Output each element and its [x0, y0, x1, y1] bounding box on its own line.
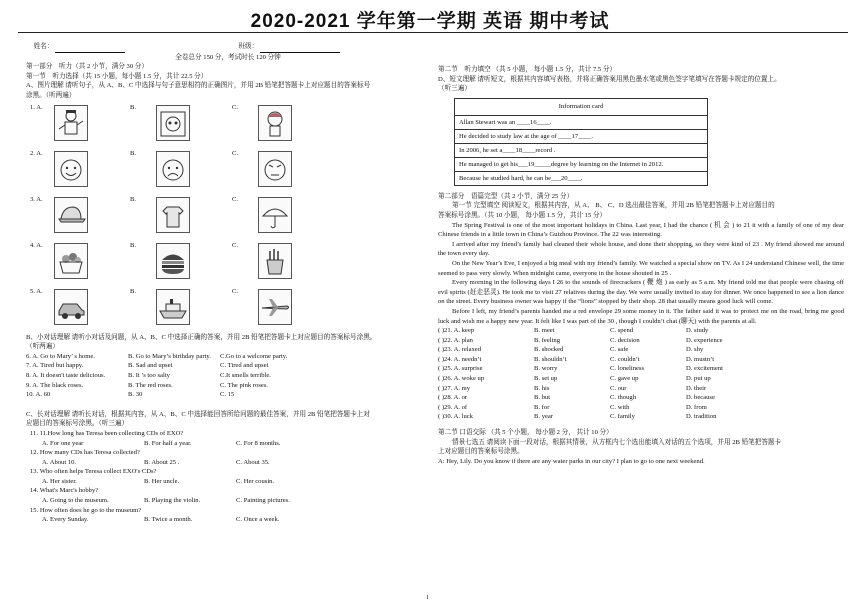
- picture-option[interactable]: [54, 105, 88, 141]
- cloze-question: [438, 336, 844, 346]
- option-label: B.: [130, 287, 137, 295]
- option-label: C.: [232, 103, 239, 111]
- sad-face-icon: [157, 152, 189, 186]
- answer-option[interactable]: B. for: [534, 403, 550, 411]
- answer-option[interactable]: D. experience: [686, 336, 723, 344]
- answer-option[interactable]: B. Playing the violin.: [144, 497, 201, 505]
- passage-paragraph: Before I left, my friend’s parents handed me a red envelope 29 some money in it. The father said it was to protect me on the road, bring me good luck and wish me a happy new year. It felt like I was part of the 30 , though I couldn’t chat (聊天) with the parents at all.: [438, 307, 844, 325]
- cloze-question: [438, 374, 844, 384]
- option-label: B.: [130, 241, 137, 249]
- long-dialog-options: [26, 477, 430, 487]
- table-row: Because he studied hard, he can be___20____.: [455, 171, 707, 185]
- cloze-question: [438, 355, 844, 365]
- answer-option[interactable]: D. excitement: [686, 365, 723, 373]
- section-c-instructions: C、长对话理解 请听长对话，根据其内容，从 A、B、C 中选择能回答所给问题的最佳答案，并用 2B 铅笔把答题卡上对: [26, 410, 370, 418]
- answer-option[interactable]: D. tradition: [686, 413, 717, 421]
- short-dialog-question: [26, 381, 430, 391]
- answer-option[interactable]: 6. A. Go to Mary’ s home.: [26, 352, 95, 360]
- section22-heading: 第二节 口语交际 （共 5 个小题， 每小题 2 分， 共计 10 分）: [438, 429, 613, 437]
- long-dialog-options: [26, 439, 430, 449]
- picture-option[interactable]: [258, 105, 292, 141]
- class-label: 班级：: [238, 43, 259, 50]
- answer-option[interactable]: ( )26. A. woke up: [438, 375, 485, 383]
- answer-option[interactable]: 7. A. Tired but happy.: [26, 362, 84, 370]
- answer-option[interactable]: B. It ’s too salty: [128, 371, 170, 379]
- answer-option[interactable]: C. Tired and upset: [220, 362, 269, 370]
- picture-option[interactable]: [156, 151, 190, 187]
- answer-option[interactable]: C. with: [610, 403, 630, 411]
- fruit-basket-icon: [55, 244, 87, 278]
- table-header: Information card: [558, 102, 604, 110]
- answer-option[interactable]: B. meet: [534, 327, 555, 335]
- picture-option[interactable]: [258, 197, 292, 233]
- section1-heading: 第一节 听力选择（共 15 小题，每小题 1.5 分，共计 22.5 分）: [26, 72, 208, 80]
- answer-option[interactable]: D. because: [686, 394, 715, 402]
- long-dialog-question: 11. 11.How long has Teresa been collecting CDs of EXO?: [30, 429, 184, 437]
- dialog-line: A: Hey, Lily. Do you know if there are any water parks in our city? I plan to go to one next weekend.: [438, 457, 705, 465]
- answer-option[interactable]: 9. A. The black roses.: [26, 381, 84, 389]
- question-number: 3. A.: [30, 195, 43, 203]
- short-dialog-question: [26, 361, 430, 371]
- answer-option[interactable]: C. Once a week.: [236, 516, 280, 524]
- answer-option[interactable]: C. Painting pictures.: [236, 497, 290, 505]
- option-label: B.: [130, 195, 137, 203]
- cloze-instructions-2: 答案标号涂黑。（共 10 小题， 每小题 1.5 分，共计 15 分）: [438, 211, 607, 219]
- section-a-instructions-2: 涂黑。（听两遍）: [26, 91, 76, 99]
- answer-option[interactable]: B. feeling: [534, 336, 561, 344]
- answer-option[interactable]: C.Go to a welcome party.: [220, 352, 288, 360]
- cloze-question: [438, 403, 844, 413]
- passage-paragraph: Every morning in the following days I 26 to the sounds of firecrackers ( 鞭 炮 ) as early as 5 a.m. My friend told me that people were chasing off evil spirits (赶走恶灵). He took me to visit 27 relatives during the day. We were usually invited to stay for dinner. We once happened to see a lion dance on the street. Every business owner was happy if the “lions” stopped by their shop. 28 that usually means good luck will come.: [438, 279, 844, 306]
- picture-question-row: [26, 149, 430, 187]
- answer-option[interactable]: B. year: [534, 413, 554, 421]
- answer-option[interactable]: ( )30. A. luck: [438, 413, 473, 421]
- answer-option[interactable]: B. set up: [534, 375, 558, 383]
- question-number: 5. A.: [30, 287, 43, 295]
- table-row: He decided to study law at the age of ____17____.: [455, 129, 707, 143]
- answer-option[interactable]: D. from: [686, 403, 707, 411]
- answer-option[interactable]: D. their: [686, 384, 707, 392]
- long-dialog-options: [26, 496, 430, 506]
- answer-option[interactable]: B. worry: [534, 365, 558, 373]
- happy-face-icon: [55, 152, 87, 186]
- picture-option[interactable]: [54, 243, 88, 279]
- short-dialog-question: [26, 352, 430, 362]
- answer-option[interactable]: ( )25. A. surprise: [438, 365, 483, 373]
- picture-option[interactable]: [258, 243, 292, 279]
- answer-option[interactable]: C. The pink roses.: [220, 381, 269, 389]
- answer-option[interactable]: C. gave up: [610, 375, 639, 383]
- cloze-instructions: 第一节 完型填空 阅读短文，根据其内容，从 A、 B、 C、D 选出最佳答案，并用 2B 铅笔把答题卡上对应题目的: [452, 202, 775, 210]
- picture-option[interactable]: [54, 151, 88, 187]
- picture-question-row: [26, 103, 430, 141]
- answer-option[interactable]: C. safe: [610, 346, 629, 354]
- answer-option[interactable]: C.It smells terrible.: [220, 371, 271, 379]
- answer-option[interactable]: D. mustn’t: [686, 355, 715, 363]
- answer-option[interactable]: B. Go to Mary’s birthday party.: [128, 352, 211, 360]
- section-a-instructions: A、图片理解 请听句子，从 A、B、C 中选择与句子意思相符的正确图片，并用 2B 铅笔把答题卡上对应题目的答案标号: [26, 82, 371, 90]
- passage-paragraph: I arrived after my friend’s family had cleaned their whole house, and done their shopping, so they were kind of 23 . My friend showed me around the town every day.: [438, 240, 844, 258]
- police-officer-icon: [55, 106, 87, 140]
- girl-drawing-icon: [259, 106, 291, 140]
- student-info-line: [26, 42, 430, 53]
- answer-option[interactable]: A. For one year: [42, 439, 84, 447]
- section-d-instructions-2: （听三遍）: [438, 85, 471, 93]
- cloze-question: [438, 326, 844, 336]
- long-dialog-questions: [26, 429, 430, 525]
- answer-option[interactable]: B. About 25 .: [144, 458, 180, 466]
- total-score-line: 全卷总分 150 分，考试时长 120 分钟: [175, 53, 281, 61]
- answer-option[interactable]: 10. A. 60: [26, 391, 51, 399]
- answer-option[interactable]: C. For 8 months.: [236, 439, 281, 447]
- answer-option[interactable]: C. spend: [610, 327, 634, 335]
- section-c-instructions-2: 应题目的答案标号涂黑。（听三遍）: [26, 420, 129, 428]
- option-label: C.: [232, 287, 239, 295]
- answer-option[interactable]: B. For half a year.: [144, 439, 192, 447]
- section2-heading: 第二节 听力填空 （共 5 小题， 每小题 1.5 分，共计 7.5 分）: [438, 66, 617, 73]
- option-label: C.: [232, 149, 239, 157]
- question-number: 4. A.: [30, 241, 43, 249]
- answer-option[interactable]: A. Going to the museum.: [42, 497, 109, 505]
- picture-option[interactable]: [258, 289, 292, 325]
- name-field[interactable]: [55, 42, 125, 53]
- part2-heading: 第二部分 语篇完型（共 2 小节，满分 25 分）: [438, 192, 574, 200]
- table-row: He managed to get his___19_____degree by learning on the Internet in 2012.: [455, 157, 707, 171]
- answer-option[interactable]: C. Her cousin.: [236, 477, 275, 485]
- answer-option[interactable]: A. About 10.: [42, 458, 77, 466]
- picture-question-row: [26, 241, 430, 279]
- long-dialog-options: [26, 458, 430, 468]
- answer-option[interactable]: ( )24. A. needn’t: [438, 355, 482, 363]
- table-row: Allan Stewart was an ____16____.: [455, 115, 707, 129]
- passage-paragraph: On the New Year’s Eve, I enjoyed a big meal with my friend’s family. We watched a special show on TV. As I 24 understand Chinese well, the time seemed to pass very slowly. When midnight came, everyone in the house shouted in 25 .: [438, 259, 844, 277]
- picture-question-row: [26, 195, 430, 233]
- name-label: 姓名：: [33, 43, 54, 50]
- short-dialog-question: [26, 371, 430, 381]
- answer-option[interactable]: B. The red roses.: [128, 381, 173, 389]
- answer-option[interactable]: ( )22. A. plan: [438, 336, 473, 344]
- shirt-icon: [157, 198, 189, 232]
- answer-option[interactable]: C. 15: [220, 391, 235, 399]
- dialog-instructions: 情景七选五 请阅读下面一段对话，根据其情景，从方框内七个选出能填入对话的五个选项，并用 2B 铅笔把答题卡: [452, 438, 782, 446]
- answer-option[interactable]: D. shy: [686, 346, 704, 354]
- cloze-question: [438, 393, 844, 403]
- answer-option[interactable]: C. family: [610, 413, 635, 421]
- answer-option[interactable]: D. put up: [686, 375, 711, 383]
- ship-icon: [157, 290, 189, 324]
- answer-option[interactable]: ( )28. A. or: [438, 394, 468, 402]
- car-icon: [55, 290, 87, 324]
- title-divider: [18, 32, 848, 33]
- option-label: B.: [130, 149, 137, 157]
- answer-option[interactable]: B. 30: [128, 391, 143, 399]
- answer-option[interactable]: ( )21. A. keep: [438, 327, 475, 335]
- answer-option[interactable]: ( )23. A. relaxed: [438, 346, 482, 354]
- picture-option[interactable]: [54, 197, 88, 233]
- option-label: B.: [130, 103, 137, 111]
- answer-option[interactable]: B. shocked: [534, 346, 564, 354]
- answer-option[interactable]: D. study: [686, 327, 709, 335]
- option-label: C.: [232, 195, 239, 203]
- cap-icon: [55, 198, 87, 232]
- picture-option[interactable]: [156, 243, 190, 279]
- umbrella-icon: [259, 198, 291, 232]
- answer-option[interactable]: C. decision: [610, 336, 640, 344]
- answer-option[interactable]: A. Every Sunday.: [42, 516, 89, 524]
- angry-face-icon: [259, 152, 291, 186]
- right-column: [438, 65, 844, 466]
- picture-option[interactable]: [156, 197, 190, 233]
- picture-option[interactable]: [156, 289, 190, 325]
- answer-option[interactable]: B. Her uncle.: [144, 477, 180, 485]
- answer-option[interactable]: C. couldn’t: [610, 355, 640, 363]
- passage-paragraph: The Spring Festival is one of the most important holidays in China. Last year, I had the chance ( 机 会 ) to 21 it with a family of one of my dear Chinese friends in a little town in China’s Guizhou Province. The 22 was interesting.: [438, 221, 844, 239]
- picture-questions: [26, 103, 430, 325]
- hamburger-icon: [157, 244, 189, 278]
- answer-option[interactable]: B. Sad and upset: [128, 362, 173, 370]
- option-label: C.: [232, 241, 239, 249]
- dialog-instructions-2: 上对应题目的答案标号涂黑。: [438, 448, 524, 456]
- picture-question-row: [26, 287, 430, 325]
- picture-option[interactable]: [54, 289, 88, 325]
- answer-option[interactable]: B. his: [534, 384, 550, 392]
- answer-option[interactable]: C. loneliness: [610, 365, 645, 373]
- panda-drawing-icon: [157, 106, 189, 140]
- answer-option[interactable]: ( )29. A. of: [438, 403, 468, 411]
- airplane-icon: [259, 290, 291, 324]
- picture-option[interactable]: [258, 151, 292, 187]
- short-dialog-questions: [26, 352, 430, 400]
- section-d-instructions: D、短文理解 请听短文，根据其内容填写表格，并将正确答案用黑色墨水笔或黑色签字笔填写在答题卡规定的位置上。: [438, 75, 781, 83]
- fries-icon: [259, 244, 291, 278]
- answer-option[interactable]: C. though: [610, 394, 637, 402]
- class-field[interactable]: [260, 42, 340, 53]
- page-number: 1: [426, 595, 429, 601]
- long-dialog-options: [26, 515, 430, 525]
- answer-option[interactable]: B. Twice a month.: [144, 516, 193, 524]
- exam-title: 2020-2021 学年第一学期 英语 期中考试: [250, 11, 610, 32]
- answer-option[interactable]: C. our: [610, 384, 627, 392]
- long-dialog-question: 12. How many CDs has Teresa collected?: [30, 449, 140, 457]
- long-dialog-question: 15. How often does he go to the museum?: [30, 506, 142, 514]
- section-b-instructions: B、小对话理解 请听小对话及问题，从 A、B、C 中选择正确的答案，并用 2B 铅笔把答题卡上对应题目的答案标号涂黑。: [26, 333, 377, 341]
- answer-option[interactable]: 8. A. It doesn't taste delicious.: [26, 371, 106, 379]
- information-card-table: [454, 98, 708, 186]
- answer-option[interactable]: B. shouldn’t: [534, 355, 567, 363]
- cloze-question: [438, 364, 844, 374]
- picture-option[interactable]: [156, 105, 190, 141]
- answer-option[interactable]: ( )27. A. my: [438, 384, 471, 392]
- long-dialog-question: 14. What's Marc's hobby?: [30, 487, 99, 495]
- answer-option[interactable]: C. About 35.: [236, 458, 270, 466]
- question-number: 2. A.: [30, 149, 43, 157]
- left-column: [26, 42, 430, 525]
- answer-option[interactable]: A. Her sister.: [42, 477, 77, 485]
- table-row: In 2006, he set a____18____record .: [455, 143, 707, 157]
- answer-option[interactable]: B. but: [534, 394, 551, 402]
- cloze-question: [438, 345, 844, 355]
- section-b-instructions-2: （听两遍）: [26, 343, 59, 351]
- cloze-question: [438, 384, 844, 394]
- question-number: 1. A.: [30, 103, 43, 111]
- short-dialog-question: [26, 390, 430, 400]
- long-dialog-question: 13. Who often helps Teresa collect EXO's CDs?: [30, 468, 157, 476]
- cloze-options: [438, 326, 844, 422]
- part1-heading: 第一部分 听力（共 2 小节，满分 30 分）: [26, 63, 148, 71]
- cloze-passage: [438, 221, 844, 327]
- cloze-question: [438, 412, 844, 422]
